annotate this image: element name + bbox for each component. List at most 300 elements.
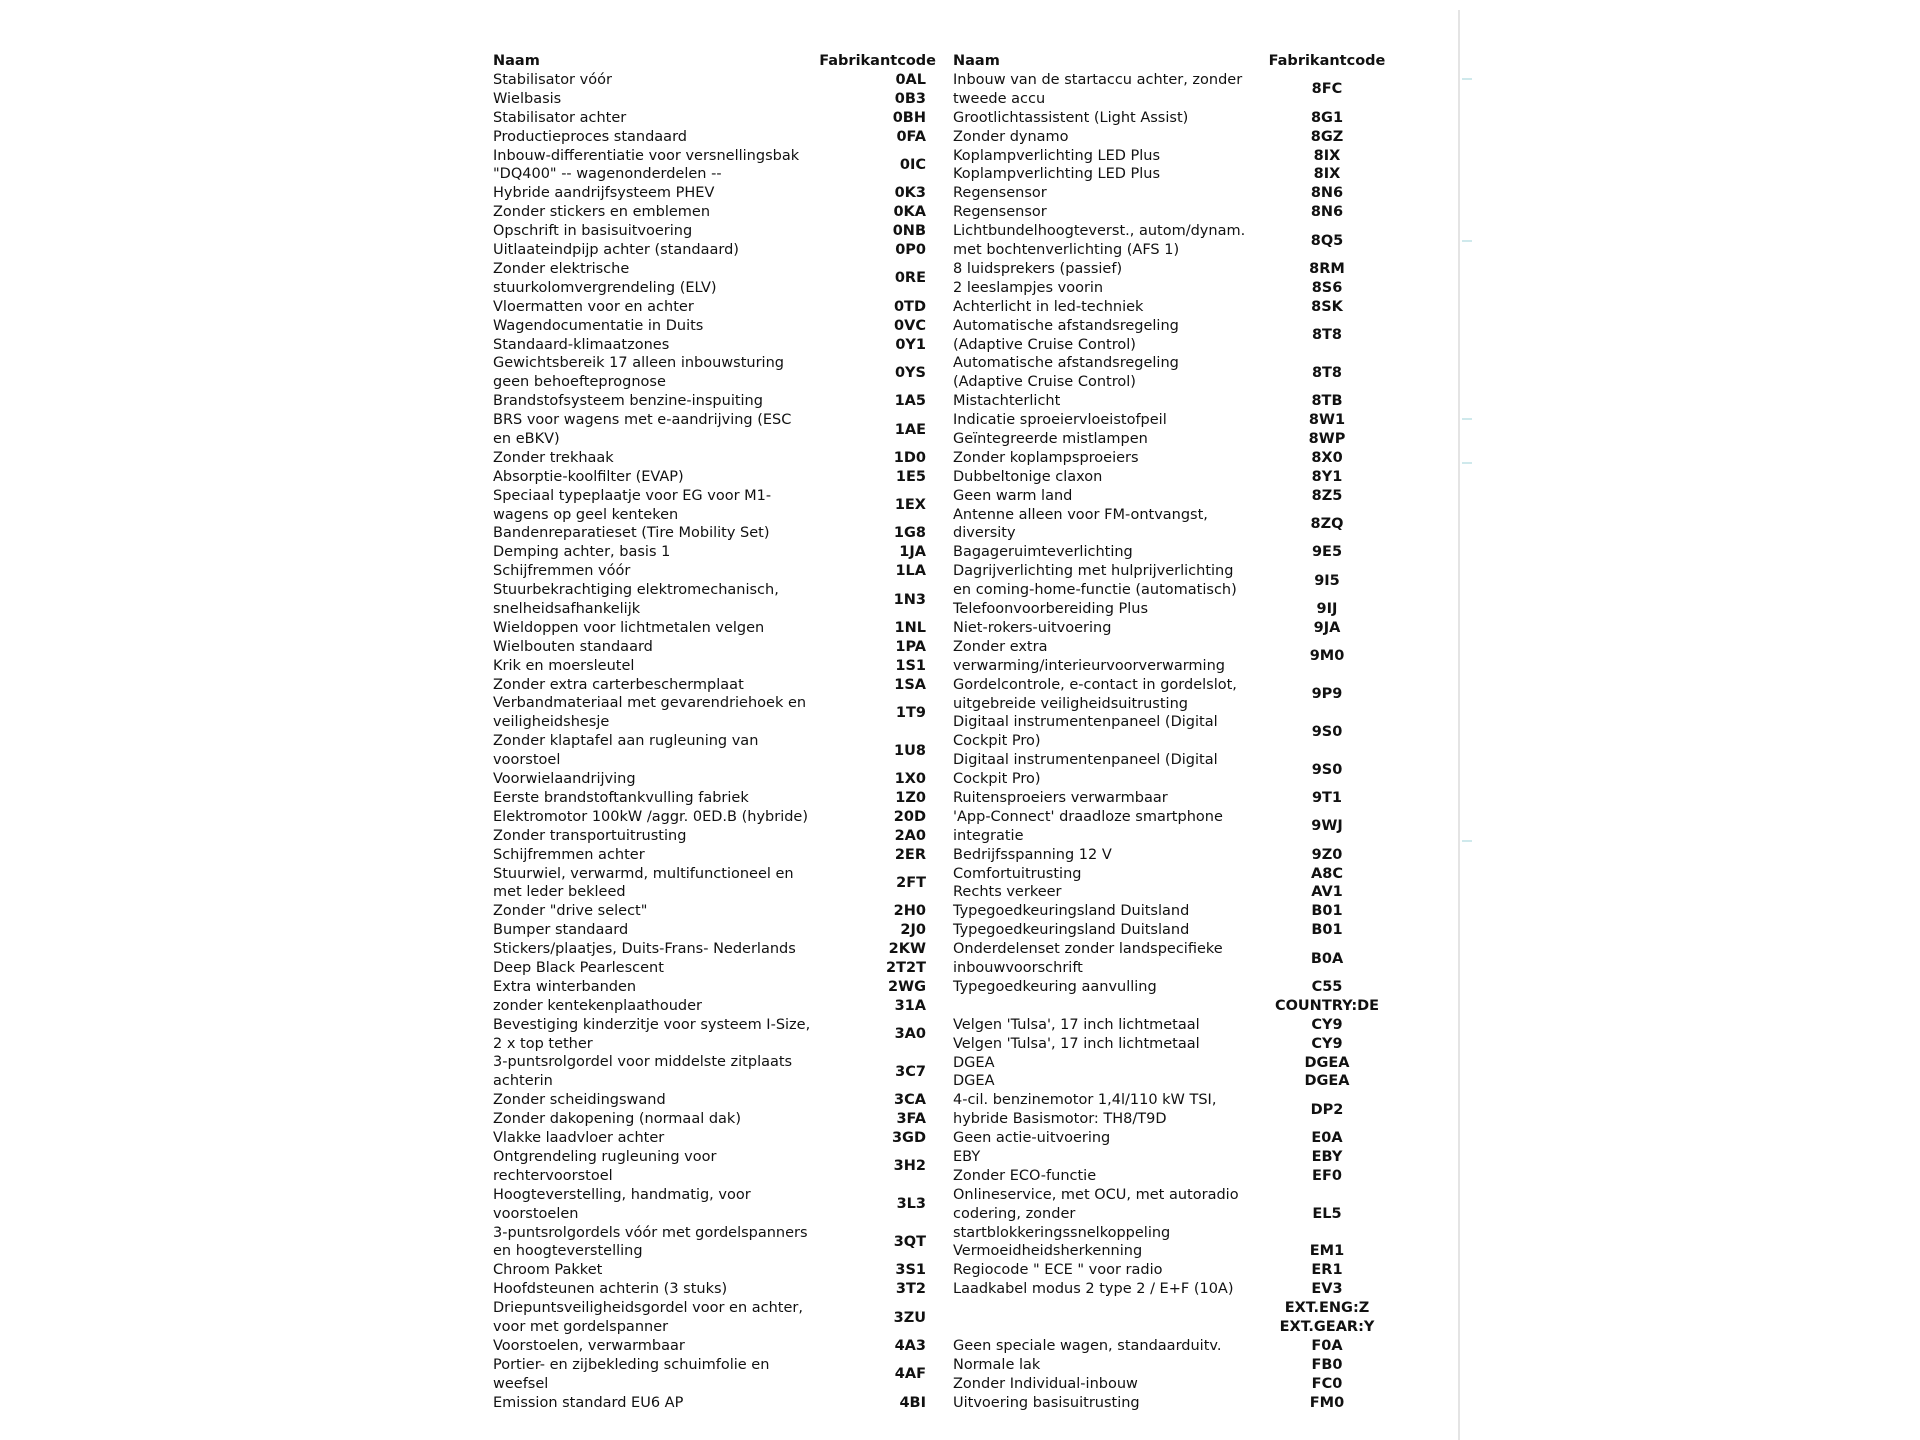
option-name: Brandstofsysteem benzine-inspuiting — [493, 393, 763, 410]
table-row — [493, 1110, 936, 1129]
option-code: 8Y1 — [1311, 468, 1343, 485]
table-row — [953, 392, 1397, 411]
table-row — [493, 694, 936, 732]
option-code: EL5 — [1312, 1205, 1342, 1222]
option-code: A8C — [1311, 865, 1343, 882]
table-row — [493, 317, 936, 336]
option-name: Telefoonvoorbereiding Plus — [953, 601, 1149, 618]
option-code: 9WJ — [1311, 818, 1343, 835]
option-name: 8 luidsprekers (passief) — [953, 260, 1123, 277]
option-name: Indicatie sproeiervloeistofpeil — [953, 412, 1167, 429]
option-code: 0Y1 — [895, 336, 926, 353]
table-row — [493, 770, 936, 789]
table-row — [953, 1299, 1397, 1318]
option-code: C55 — [1311, 978, 1343, 995]
table-row — [493, 1016, 936, 1054]
option-name: 'App-Connect' draadloze smartphone integratie — [953, 808, 1223, 844]
option-name: Ontgrendeling rugleuning voor rechtervoorstoel — [493, 1148, 717, 1184]
table-row — [953, 71, 1397, 109]
table-row — [493, 203, 936, 222]
option-name: Wagendocumentatie in Duits — [493, 317, 704, 334]
option-name: Digitaal instrumentenpaneel (Digital Cockpit Pro) — [953, 752, 1218, 788]
option-name: Demping achter, basis 1 — [493, 544, 671, 561]
table-row — [953, 354, 1397, 392]
option-name: Hybride aandrijfsysteem PHEV — [493, 185, 715, 202]
option-name: Grootlichtassistent (Light Assist) — [953, 109, 1189, 126]
table-row — [953, 1148, 1397, 1167]
option-code: 2T2T — [886, 960, 926, 976]
option-name: Verbandmateriaal met gevarendriehoek en veiligheidshesje — [493, 695, 807, 731]
option-code: EM1 — [1309, 1243, 1345, 1260]
option-name: Zonder extra carterbeschermplaat — [493, 676, 744, 693]
option-name: Achterlicht in led-techniek — [953, 298, 1144, 315]
option-name: 3-puntsrolgordel voor middelste zitplaats achterin — [493, 1054, 793, 1090]
option-code: FB0 — [1311, 1356, 1343, 1373]
option-code: 0KA — [893, 204, 926, 221]
option-name: Portier- en zijbekleding schuimfolie en weefsel — [493, 1356, 770, 1392]
option-code: E0A — [1311, 1130, 1343, 1147]
option-name: Driepuntsveiligheidsgordel voor en achter, voor met gordelspanner — [493, 1300, 803, 1336]
table-row — [493, 676, 936, 695]
option-code: 0B3 — [894, 90, 926, 107]
option-code: 3CA — [894, 1092, 926, 1109]
option-name: Dagrijverlichting met hulprijverlichting en coming-home-functie (automatisch) — [953, 563, 1237, 599]
option-code: B01 — [1311, 922, 1343, 939]
option-name: Stuurbekrachtiging elektromechanisch, snelheidsafhankelijk — [493, 582, 779, 618]
option-name: Zonder trekhaak — [493, 449, 614, 466]
option-code: 2H0 — [893, 903, 926, 920]
table-row — [493, 1053, 936, 1091]
option-name: Zonder transportuitrusting — [493, 827, 687, 844]
table-row — [953, 1242, 1397, 1261]
option-code: 9JA — [1313, 619, 1341, 636]
table-row — [493, 524, 936, 543]
option-name: Comfortuitrusting — [953, 865, 1082, 882]
option-code: B0A — [1310, 950, 1344, 967]
table-row — [953, 506, 1397, 544]
option-name: Deep Black Pearlescent — [493, 960, 664, 976]
option-code: 0VC — [894, 317, 926, 334]
option-code: EBY — [1311, 1148, 1343, 1165]
option-code: 3A0 — [894, 1026, 926, 1043]
option-code: 0K3 — [894, 185, 926, 202]
table-row — [493, 298, 936, 317]
option-name: Elektromotor 100kW /aggr. 0ED.B (hybride) — [493, 808, 808, 825]
left-header-code: Fabrikantcode — [819, 53, 936, 69]
option-code: 8RM — [1309, 260, 1345, 277]
option-name: Ruitensproeiers verwarmbaar — [953, 790, 1168, 806]
option-code: 2WG — [888, 978, 926, 995]
option-code: 31A — [894, 997, 926, 1014]
table-row — [953, 1356, 1397, 1375]
table-row — [953, 128, 1397, 147]
option-code: 2FT — [896, 874, 926, 891]
option-code: 8FC — [1311, 81, 1343, 98]
option-name: Typegoedkeuring aanvulling — [953, 978, 1157, 995]
option-name: Typegoedkeuringsland Duitsland — [953, 922, 1190, 939]
table-row — [953, 430, 1397, 449]
table-row — [953, 449, 1397, 468]
left-header-name: Naam — [493, 53, 540, 69]
option-code: DGEA — [1304, 1073, 1350, 1090]
option-name: Opschrift in basisuitvoering — [493, 223, 693, 240]
option-code: 1JA — [899, 544, 926, 561]
option-code: DP2 — [1310, 1101, 1344, 1118]
option-name: Geen speciale wagen, standaarduitv. — [953, 1337, 1222, 1354]
option-name: Zonder extra verwarming/interieurvoorverwarming — [953, 638, 1225, 674]
option-name: Voorwielaandrijving — [493, 771, 636, 788]
option-code: 3ZU — [893, 1309, 926, 1326]
option-name: Bumper standaard — [493, 922, 629, 939]
option-code: 0TD — [893, 298, 926, 315]
option-code: 1D0 — [893, 449, 926, 466]
table-row — [953, 600, 1397, 619]
option-name: Hoofdsteunen achterin (3 stuks) — [493, 1281, 728, 1298]
table-row — [493, 71, 936, 90]
scan-artifact — [1462, 840, 1472, 842]
option-name: Regensensor — [953, 204, 1047, 221]
table-row — [493, 260, 936, 298]
option-code: 3T2 — [895, 1281, 926, 1298]
table-row — [493, 90, 936, 109]
option-code: 1S1 — [895, 657, 926, 674]
option-code: 0AL — [895, 72, 926, 88]
table-row — [953, 883, 1397, 902]
table-row — [493, 487, 936, 525]
option-name: EBY — [953, 1148, 981, 1165]
table-row — [493, 1129, 936, 1148]
table-row — [493, 789, 936, 808]
option-code: 1LA — [895, 563, 926, 580]
table-row — [953, 1186, 1397, 1243]
option-code: F0A — [1311, 1337, 1343, 1354]
table-row — [953, 1375, 1397, 1394]
option-code: 1SA — [894, 676, 926, 693]
table-row — [493, 846, 936, 865]
option-name: DGEA — [953, 1054, 995, 1071]
option-name: Zonder klaptafel aan rugleuning van voorstoel — [493, 733, 759, 769]
option-code: 4A3 — [894, 1337, 926, 1354]
option-name: Zonder ECO-functie — [953, 1167, 1097, 1184]
option-code: 8T8 — [1311, 327, 1343, 344]
option-code: 2J0 — [900, 922, 926, 939]
option-code: 0IC — [899, 157, 926, 173]
scan-artifact — [1462, 462, 1472, 464]
option-code: 1NL — [894, 619, 926, 636]
option-name: 4-cil. benzinemotor 1,4l/110 kW TSI, hybride Basismotor: TH8/T9D — [953, 1092, 1217, 1128]
table-row — [953, 902, 1397, 921]
table-row — [493, 128, 936, 147]
option-name: Schijfremmen achter — [493, 846, 645, 863]
option-name: Stabilisator vóór — [493, 72, 612, 88]
option-name: Inbouw-differentiatie voor versnellingsbak "DQ400" -- wagenonderdelen -- — [493, 147, 800, 183]
option-name: Gewichtsbereik 17 alleen inbouwsturing geen behoefteprognose — [493, 355, 784, 391]
option-name: Automatische afstandsregeling (Adaptive Cruise Control) — [953, 317, 1179, 353]
table-row — [953, 676, 1397, 714]
option-name: Mistachterlicht — [953, 393, 1061, 410]
table-row — [493, 978, 936, 997]
option-code: 3C7 — [895, 1063, 926, 1080]
option-name: Zonder stickers en emblemen — [493, 204, 711, 221]
option-name: Voorstoelen, verwarmbaar — [493, 1337, 685, 1354]
table-row — [953, 865, 1397, 884]
option-code: 8N6 — [1310, 185, 1344, 202]
option-name: Bevestiging kinderzitje voor systeem I-Size, 2 x top tether — [493, 1016, 811, 1052]
option-code: 2A0 — [894, 827, 926, 844]
option-code: EV3 — [1311, 1281, 1343, 1298]
table-row — [953, 487, 1397, 506]
option-code: 9T1 — [1311, 790, 1343, 806]
option-code: FM0 — [1309, 1394, 1345, 1411]
table-row — [493, 543, 936, 562]
option-name: Rechts verkeer — [953, 884, 1062, 901]
option-name: Typegoedkeuringsland Duitsland — [953, 903, 1190, 920]
option-name: Stuurwiel, verwarmd, multifunctioneel en met leder bekleed — [493, 865, 794, 901]
option-name: Vermoeidheidsherkenning — [953, 1243, 1143, 1260]
table-row — [493, 808, 936, 827]
table-row — [493, 1224, 936, 1262]
table-row — [953, 997, 1397, 1016]
table-row — [493, 997, 936, 1016]
right-column — [953, 52, 1397, 1412]
option-name: Speciaal typeplaatje voor EG voor M1-wagens op geel kenteken — [493, 487, 772, 523]
option-code: 3S1 — [895, 1262, 926, 1279]
table-row — [953, 260, 1397, 279]
table-row — [493, 638, 936, 657]
option-code: 9IJ — [1316, 601, 1338, 618]
scan-artifact — [1462, 418, 1472, 420]
table-row — [493, 1091, 936, 1110]
table-row — [953, 109, 1397, 128]
table-row — [493, 921, 936, 940]
option-name: Regiocode " ECE " voor radio — [953, 1262, 1163, 1279]
option-name: Bagageruimteverlichting — [953, 544, 1133, 561]
option-name: Uitlaateindpijp achter (standaard) — [493, 242, 739, 259]
option-code: 2KW — [888, 941, 926, 958]
option-name: Lichtbundelhoogteverst., autom/dynam. met bochtenverlichting (AFS 1) — [953, 223, 1246, 259]
option-code: 2ER — [894, 846, 926, 863]
option-name: Onderdelenset zonder landspecifieke inbouwvoorschrift — [953, 941, 1223, 977]
option-code: 3FA — [896, 1111, 926, 1128]
option-name: Uitvoering basisuitrusting — [953, 1394, 1140, 1411]
option-name: Koplampverlichting LED Plus — [953, 166, 1161, 183]
option-code: COUNTRY:DE — [1274, 997, 1380, 1014]
table-row — [493, 147, 936, 185]
table-row — [953, 940, 1397, 978]
option-name: Zonder "drive select" — [493, 903, 648, 920]
option-code: 8S6 — [1311, 279, 1343, 296]
table-row — [953, 184, 1397, 203]
table-row — [493, 1299, 936, 1337]
option-code: 8X0 — [1311, 449, 1343, 466]
option-code: 1X0 — [894, 771, 926, 788]
table-row — [953, 808, 1397, 846]
option-name: Zonder Individual-inbouw — [953, 1375, 1138, 1392]
option-name: Emission standard EU6 AP — [493, 1394, 684, 1411]
option-name: Antenne alleen voor FM-ontvangst, diversity — [953, 506, 1208, 542]
option-code: FC0 — [1311, 1375, 1343, 1392]
table-row — [953, 298, 1397, 317]
option-code: 4BI — [899, 1394, 926, 1411]
table-row — [953, 165, 1397, 184]
option-code: AV1 — [1311, 884, 1343, 901]
table-row — [953, 789, 1397, 808]
option-name: Zonder koplampsproeiers — [953, 449, 1139, 466]
option-name: Automatische afstandsregeling (Adaptive Cruise Control) — [953, 355, 1179, 391]
option-name: Geen warm land — [953, 487, 1073, 504]
table-row — [953, 1394, 1397, 1413]
option-code: 3QT — [893, 1233, 926, 1250]
option-name: zonder kentekenplaathouder — [493, 997, 702, 1014]
table-row — [953, 1016, 1397, 1035]
option-name: Extra winterbanden — [493, 978, 637, 995]
table-row — [493, 392, 936, 411]
table-row — [493, 1186, 936, 1224]
option-name: BRS voor wagens met e-aandrijving (ESC en eBKV) — [493, 412, 792, 447]
option-name: Vlakke laadvloer achter — [493, 1130, 665, 1147]
option-code: 8Z5 — [1311, 487, 1343, 504]
option-code: 4AF — [894, 1366, 926, 1383]
option-code: 9P9 — [1311, 686, 1343, 703]
option-name: Gordelcontrole, e-contact in gordelslot, uitgebreide veiligheidsuitrusting — [953, 676, 1237, 712]
option-name: Zonder dynamo — [953, 128, 1069, 145]
table-row — [953, 846, 1397, 865]
option-code: 9E5 — [1311, 544, 1343, 561]
table-row — [493, 241, 936, 260]
table-row — [493, 581, 936, 619]
table-row — [493, 184, 936, 203]
option-name: Standaard-klimaatzones — [493, 336, 670, 353]
option-code: 1U8 — [894, 742, 926, 759]
table-row — [493, 619, 936, 638]
option-name: Bandenreparatieset (Tire Mobility Set) — [493, 525, 770, 542]
page-edge — [1458, 10, 1460, 1440]
option-code: 8N6 — [1310, 204, 1344, 221]
table-row — [493, 411, 936, 449]
option-code: 9M0 — [1309, 648, 1345, 665]
option-code: 9S0 — [1311, 723, 1343, 740]
scan-artifact — [1462, 78, 1472, 80]
option-name: Schijfremmen vóór — [493, 563, 631, 580]
option-code: 0FA — [896, 128, 926, 145]
left-header — [493, 52, 936, 71]
option-name: Normale lak — [953, 1356, 1041, 1373]
option-code: 8TB — [1311, 393, 1343, 410]
option-name: Dubbeltonige claxon — [953, 468, 1103, 485]
option-code: B01 — [1311, 903, 1343, 920]
option-code: 3GD — [891, 1130, 926, 1147]
option-code: 8IX — [1313, 166, 1341, 183]
option-name: Productieproces standaard — [493, 128, 687, 145]
table-row — [493, 1337, 936, 1356]
table-row — [493, 827, 936, 846]
option-code: 1EX — [894, 497, 926, 514]
option-code: EF0 — [1312, 1167, 1342, 1184]
table-row — [493, 562, 936, 581]
option-code: 0P0 — [895, 242, 926, 259]
table-row — [493, 940, 936, 959]
table-row — [953, 921, 1397, 940]
option-code: 9Z0 — [1311, 846, 1343, 863]
table-row — [493, 732, 936, 770]
option-name: Eerste brandstoftankvulling fabriek — [493, 789, 749, 806]
option-code: 8IX — [1313, 147, 1341, 164]
option-code: 0NB — [892, 223, 926, 240]
option-name: Geen actie-uitvoering — [953, 1130, 1111, 1147]
table-row — [493, 449, 936, 468]
right-header-code: Fabrikantcode — [1268, 53, 1386, 69]
option-name: Velgen 'Tulsa', 17 inch lichtmetaal — [953, 1016, 1200, 1033]
table-row — [493, 336, 936, 355]
option-name: Wielbouten standaard — [493, 638, 653, 655]
option-code: 3L3 — [896, 1196, 926, 1213]
table-row — [953, 147, 1397, 166]
option-name: Stickers/plaatjes, Duits-Frans- Nederlands — [493, 941, 796, 958]
table-row — [953, 1280, 1397, 1299]
option-name: Niet-rokers-uitvoering — [953, 619, 1112, 636]
option-name: Zonder dakopening (normaal dak) — [493, 1111, 741, 1128]
option-code: 0RE — [894, 270, 926, 287]
option-code: 1PA — [895, 638, 926, 655]
table-row — [953, 713, 1397, 751]
option-code: 20D — [893, 808, 926, 825]
table-row — [953, 203, 1397, 222]
table-row — [953, 978, 1397, 997]
left-column — [493, 52, 936, 1412]
option-code: ER1 — [1311, 1262, 1343, 1279]
table-row — [493, 1261, 936, 1280]
table-row — [493, 354, 936, 392]
option-name: 3-puntsrolgordels vóór met gordelspanners en hoogteverstelling — [493, 1224, 808, 1260]
option-code: CY9 — [1311, 1035, 1343, 1052]
option-name: Bedrijfsspanning 12 V — [953, 846, 1112, 863]
option-code: 8ZQ — [1310, 515, 1344, 532]
option-name: Chroom Pakket — [493, 1262, 603, 1279]
table-row — [493, 1394, 936, 1413]
option-name: Zonder scheidingswand — [493, 1092, 666, 1109]
table-row — [493, 657, 936, 676]
table-row — [953, 1318, 1397, 1337]
table-row — [953, 1261, 1397, 1280]
option-code: 1A5 — [894, 393, 926, 410]
left-rows — [493, 71, 936, 1412]
table-row — [493, 1148, 936, 1186]
table-row — [493, 222, 936, 241]
table-row — [953, 619, 1397, 638]
table-row — [953, 411, 1397, 430]
option-code: 1AE — [894, 421, 926, 438]
option-name: 2 leeslampjes voorin — [953, 279, 1104, 296]
table-row — [953, 222, 1397, 260]
option-code: 0BH — [892, 109, 926, 126]
table-row — [953, 1072, 1397, 1091]
table-row — [953, 1054, 1397, 1073]
right-header-name: Naam — [953, 53, 1000, 69]
table-row — [493, 902, 936, 921]
table-row — [953, 1167, 1397, 1186]
option-code: 1G8 — [893, 525, 926, 542]
table-row — [953, 1337, 1397, 1356]
option-code: 1N3 — [893, 591, 926, 608]
option-name: Stabilisator achter — [493, 109, 627, 126]
option-code: 9S0 — [1311, 761, 1343, 778]
option-name: Hoogteverstelling, handmatig, voor voorstoelen — [493, 1186, 751, 1222]
option-code: DGEA — [1304, 1054, 1350, 1071]
table-row — [493, 1280, 936, 1299]
option-code: 8GZ — [1310, 128, 1344, 145]
table-row — [493, 468, 936, 487]
option-code: 1Z0 — [895, 789, 926, 806]
